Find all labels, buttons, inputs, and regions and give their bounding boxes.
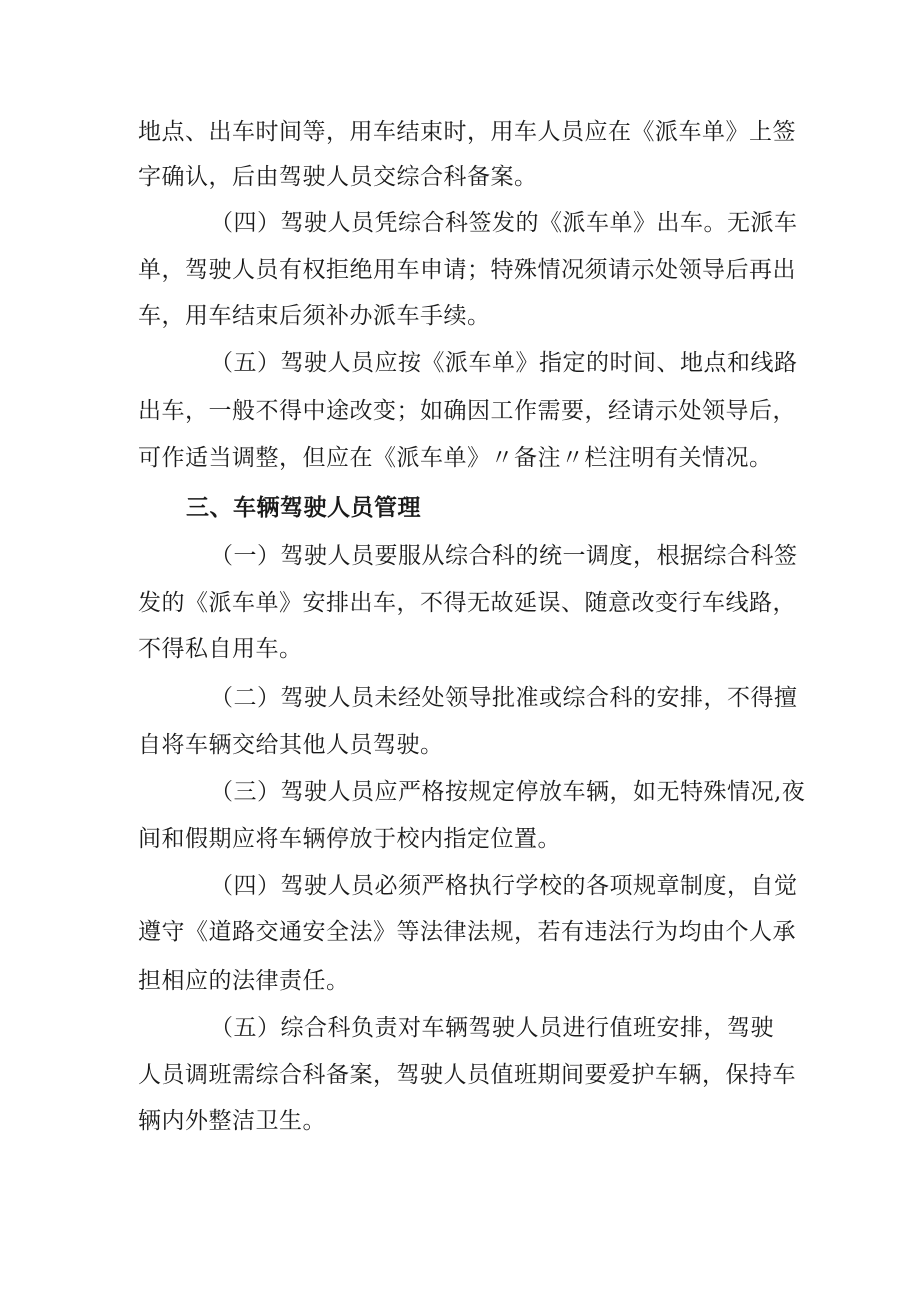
paragraph-line: （五）驾驶人员应按《派车单》指定的时间、地点和线路 [210,350,798,376]
section-heading: 三、车辆驾驶人员管理 [186,495,421,521]
paragraph-line: 自将车辆交给其他人员驾驶。 [138,732,444,758]
paragraph-line: 字确认，后由驾驶人员交综合科备案。 [138,164,538,190]
paragraph-line: 发的《派车单》安排出车，不得无故延误、随意改变行车线路， [138,590,796,616]
paragraph-line: （一）驾驶人员要服从综合科的统一调度，根据综合科签 [210,543,798,569]
paragraph-line: 地点、出车时间等，用车结束时，用车人员应在《派车单》上签 [138,119,796,145]
paragraph-line: （四）驾驶人员必须严格执行学校的各项规章制度，自觉 [210,873,798,899]
paragraph-line: 出车，一般不得中途改变；如确因工作需要，经请示处领导后， [138,398,796,424]
paragraph-line: 辆内外整洁卫生。 [138,1108,326,1134]
paragraph-line: （四）驾驶人员凭综合科签发的《派车单》出车。无派车 [210,210,798,236]
paragraph-line: 担相应的法律责任。 [138,968,350,994]
paragraph-line: （二）驾驶人员未经处领导批准或综合科的安排，不得擅 [210,685,798,711]
paragraph-line: （三）驾驶人员应严格按规定停放车辆，如无特殊情况,夜 [210,779,806,805]
paragraph-line: 单，驾驶人员有权拒绝用车申请；特殊情况须请示处领导后再出 [138,257,796,283]
paragraph-line: （五）综合科负责对车辆驾驶人员进行值班安排，驾驶 [210,1015,774,1041]
paragraph-line: 人员调班需综合科备案，驾驶人员值班期间要爱护车辆，保持车 [138,1062,796,1088]
paragraph-line: 遵守《道路交通安全法》等法律法规，若有违法行为均由个人承 [138,919,796,945]
paragraph-line: 车，用车结束后须补办派车手续。 [138,303,491,329]
paragraph-line: 可作适当调整，但应在《派车单》〃备注〃栏注明有关情况。 [138,445,773,471]
paragraph-line: 间和假期应将车辆停放于校内指定位置。 [138,826,561,852]
paragraph-line: 不得私自用车。 [138,636,303,662]
